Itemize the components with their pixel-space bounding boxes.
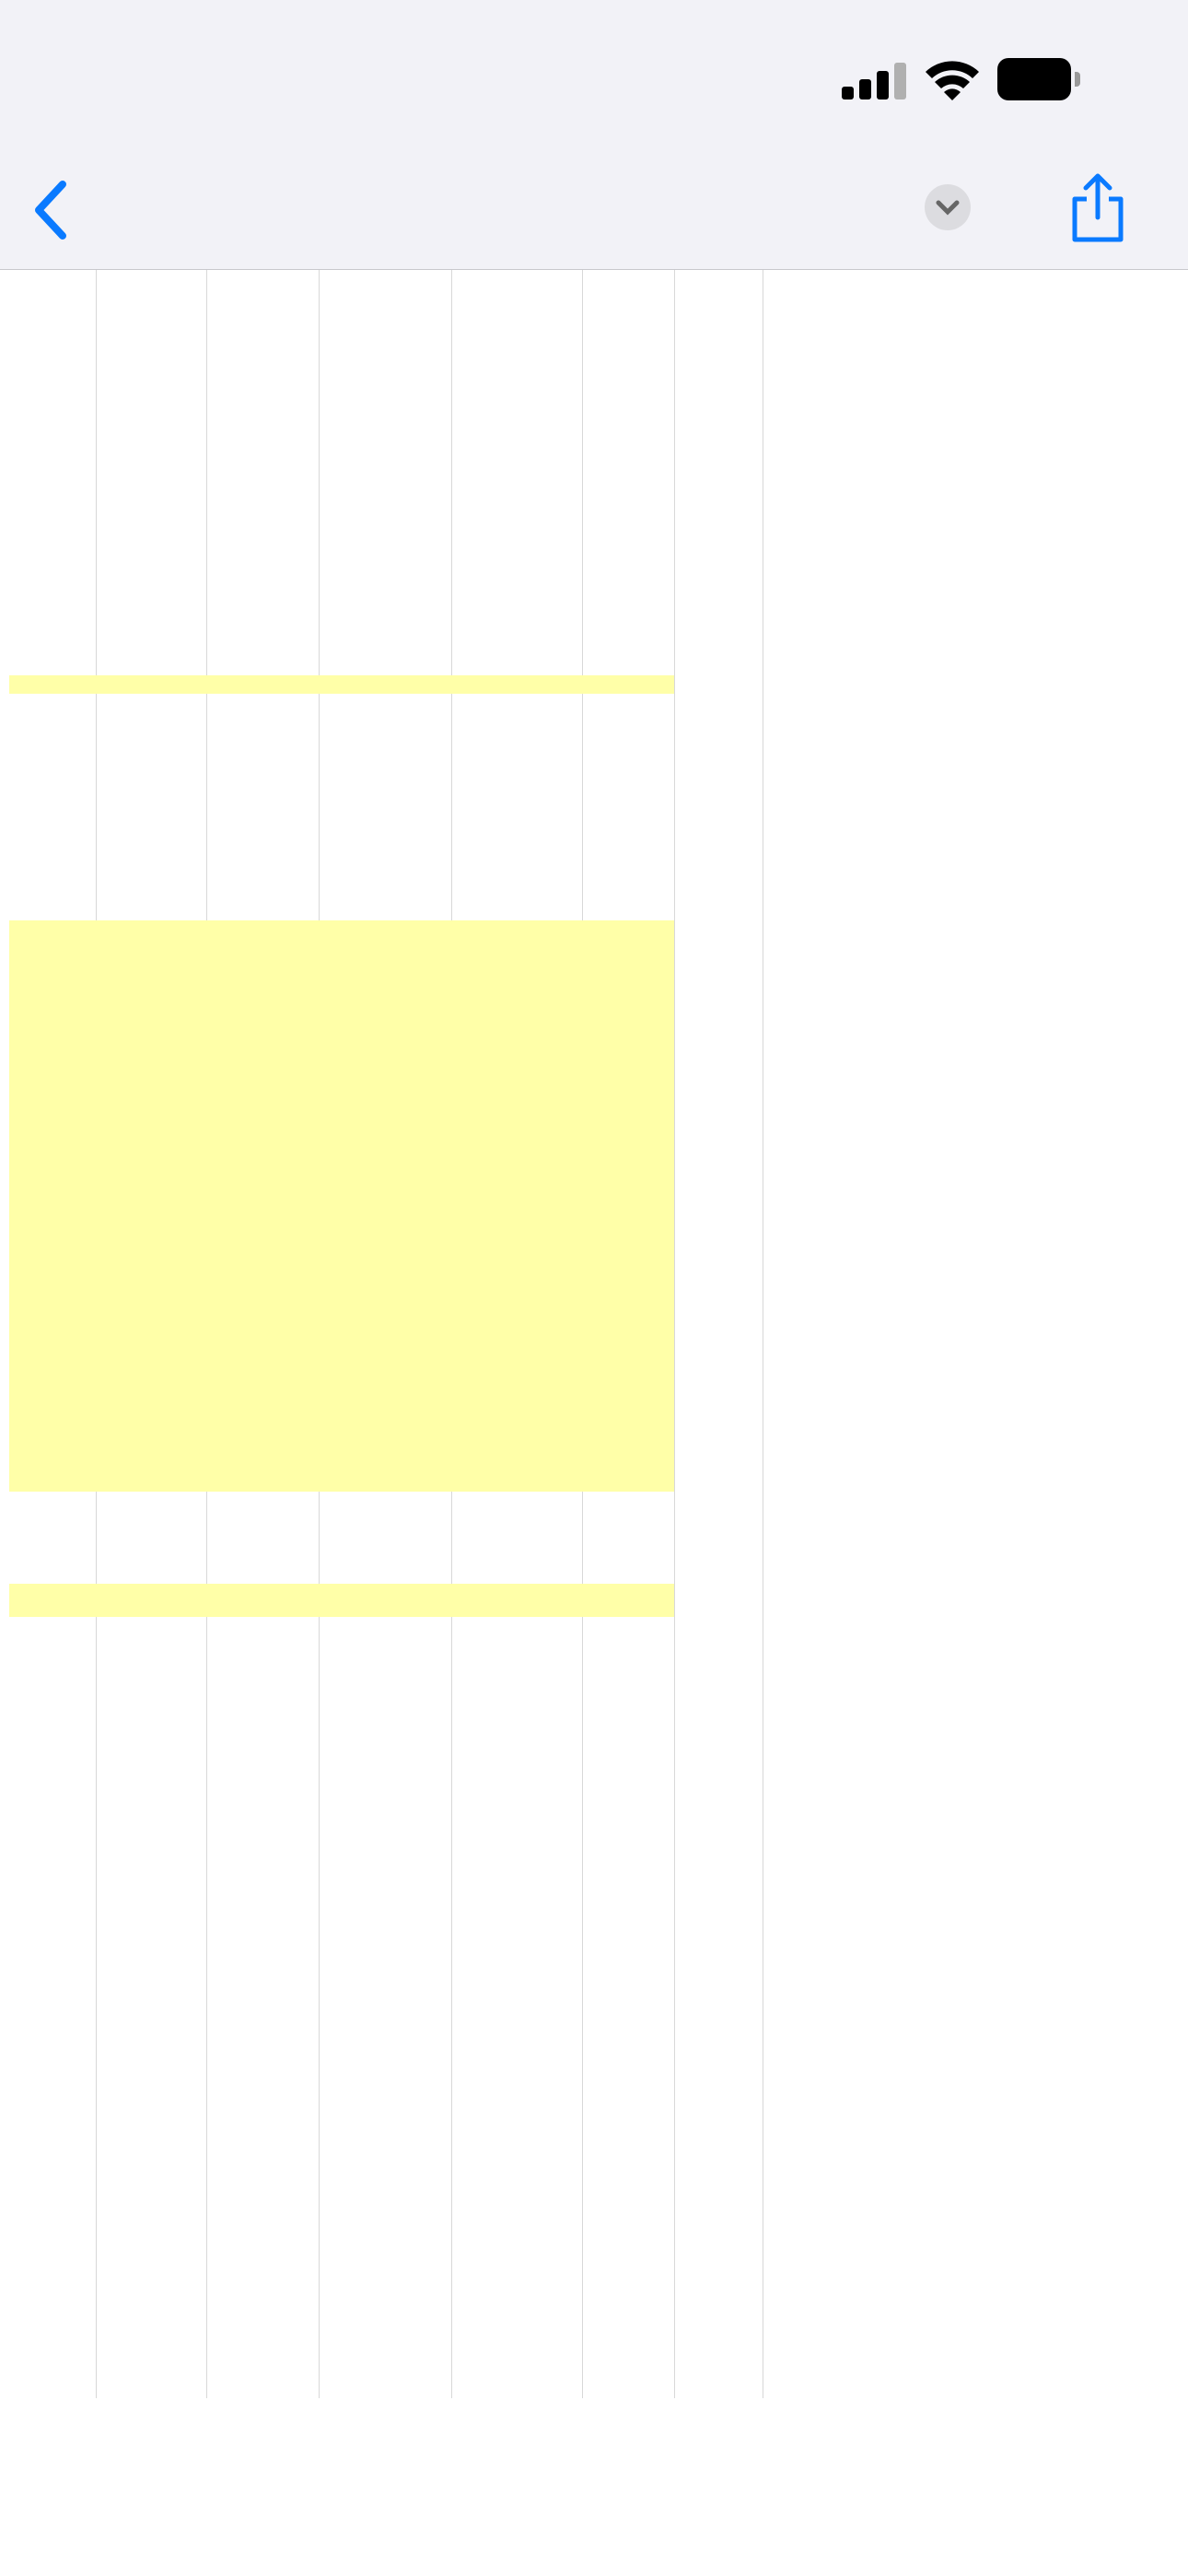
status-bar <box>0 0 1188 157</box>
back-chevron-icon[interactable] <box>28 173 74 247</box>
navigation-bar <box>0 157 1188 270</box>
wifi-icon <box>924 57 981 101</box>
share-icon[interactable] <box>1066 171 1130 245</box>
title-menu-chevron-icon[interactable] <box>925 184 971 230</box>
battery-level <box>997 58 1071 100</box>
spreadsheet-view[interactable] <box>0 270 1188 2576</box>
battery-icon <box>997 58 1080 100</box>
cellular-signal-icon <box>842 63 912 100</box>
